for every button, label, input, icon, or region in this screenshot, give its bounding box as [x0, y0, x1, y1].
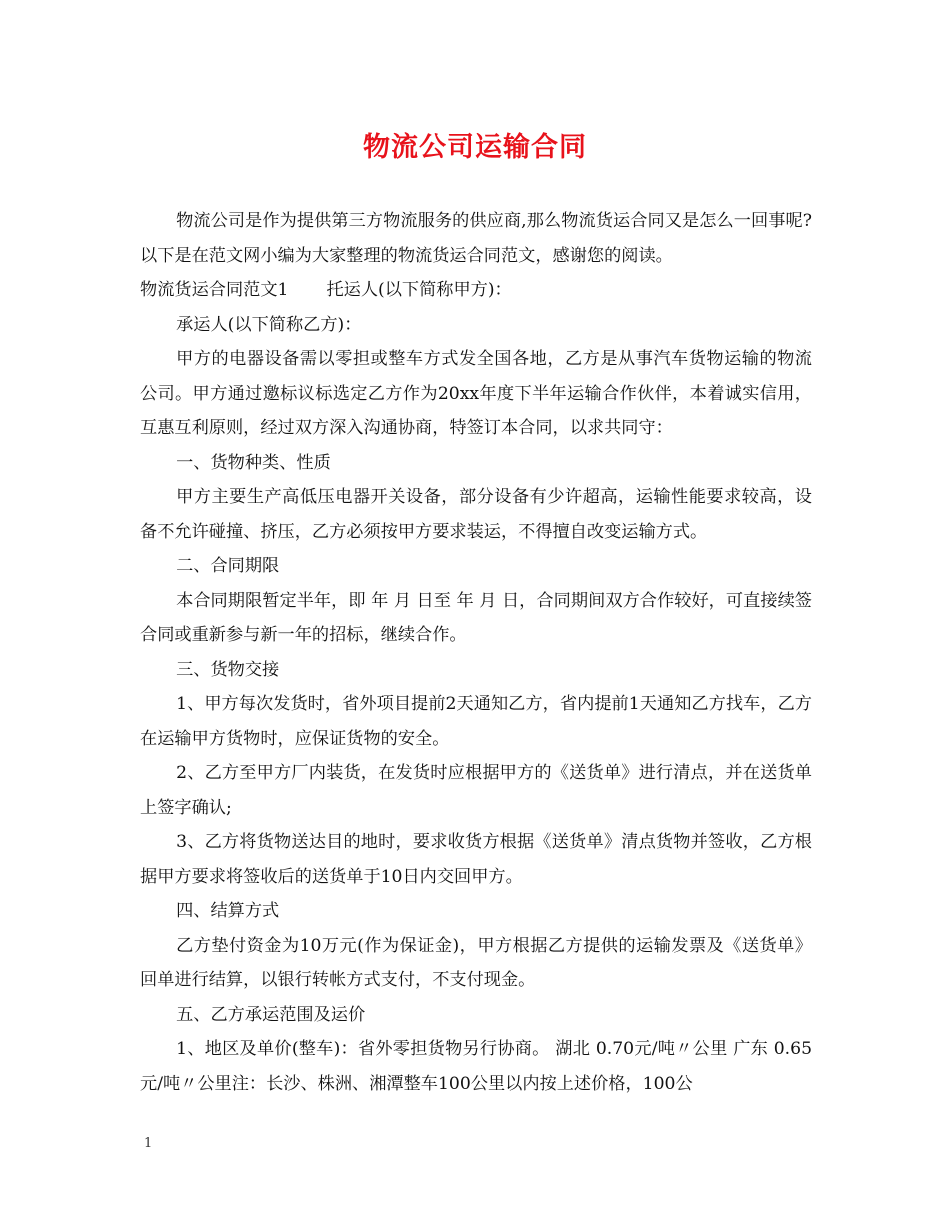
section-3-item-3: 3、乙方将货物送达目的地时，要求收货方根据《送货单》清点货物并签收，乙方根据甲方要求将签收后的送货单于10日内交回甲方。	[140, 832, 812, 887]
document-title: 物流公司运输合同	[363, 132, 587, 163]
preamble-paragraph: 甲方的电器设备需以零担或整车方式发全国各地，乙方是从事汽车货物运输的物流公司。甲方通过邀标议标选定乙方作为20xx年度下半年运输合作伙伴，本着诚实信用，互惠互利原则，经过双方深入沟通协商，特签订本合同，以求共同守：	[140, 349, 812, 438]
party-a-label: 托运人(以下简称甲方)：	[326, 280, 512, 300]
sample-label: 物流货运合同范文1	[140, 280, 289, 300]
intro-paragraph: 物流公司是作为提供第三方物流服务的供应商,那么物流货运合同又是怎么一回事呢?以下是在范文网小编为大家整理的物流货运合同范文，感谢您的阅读。	[140, 211, 812, 266]
page-number: 1	[144, 1136, 153, 1151]
section-4-heading: 四、结算方式	[176, 901, 280, 921]
section-3-item-2: 2、乙方至甲方厂内装货，在发货时应根据甲方的《送货单》进行清点，并在送货单上签字确认;	[140, 763, 812, 818]
section-5-item-1: 1、地区及单价(整车)：省外零担货物另行协商。 湖北 0.70元/吨〃公里 广东 0.65元/吨〃公里注：长沙、株洲、湘潭整车100公里以内按上述价格，100公	[140, 1039, 812, 1094]
section-1-heading: 一、货物种类、性质	[176, 452, 331, 473]
section-3-heading: 三、货物交接	[176, 659, 280, 680]
section-2-text: 本合同期限暂定半年，即 年 月 日至 年 月 日，合同期间双方合作较好，可直接续签合同或重新参与新一年的招标，继续合作。	[140, 590, 812, 645]
section-2-heading: 二、合同期限	[176, 556, 280, 576]
document-body	[140, 204, 812, 1101]
party-b-label: 承运人(以下简称乙方)：	[176, 314, 362, 335]
section-4-text: 乙方垫付资金为10万元(作为保证金)，甲方根据乙方提供的运输发票及《送货单》回单进行结算，以银行转帐方式支付，不支付现金。	[140, 935, 812, 990]
section-3-item-1: 1、甲方每次发货时，省外项目提前2天通知乙方，省内提前1天通知乙方找车，乙方在运输甲方货物时，应保证货物的安全。	[140, 694, 812, 749]
sample-line	[140, 273, 812, 308]
section-5-heading: 五、乙方承运范围及运价	[176, 1004, 366, 1025]
section-1-text: 甲方主要生产高低压电器开关设备，部分设备有少许超高，运输性能要求较高，设备不允许碰撞、挤压，乙方必须按甲方要求装运，不得擅自改变运输方式。	[140, 487, 812, 542]
